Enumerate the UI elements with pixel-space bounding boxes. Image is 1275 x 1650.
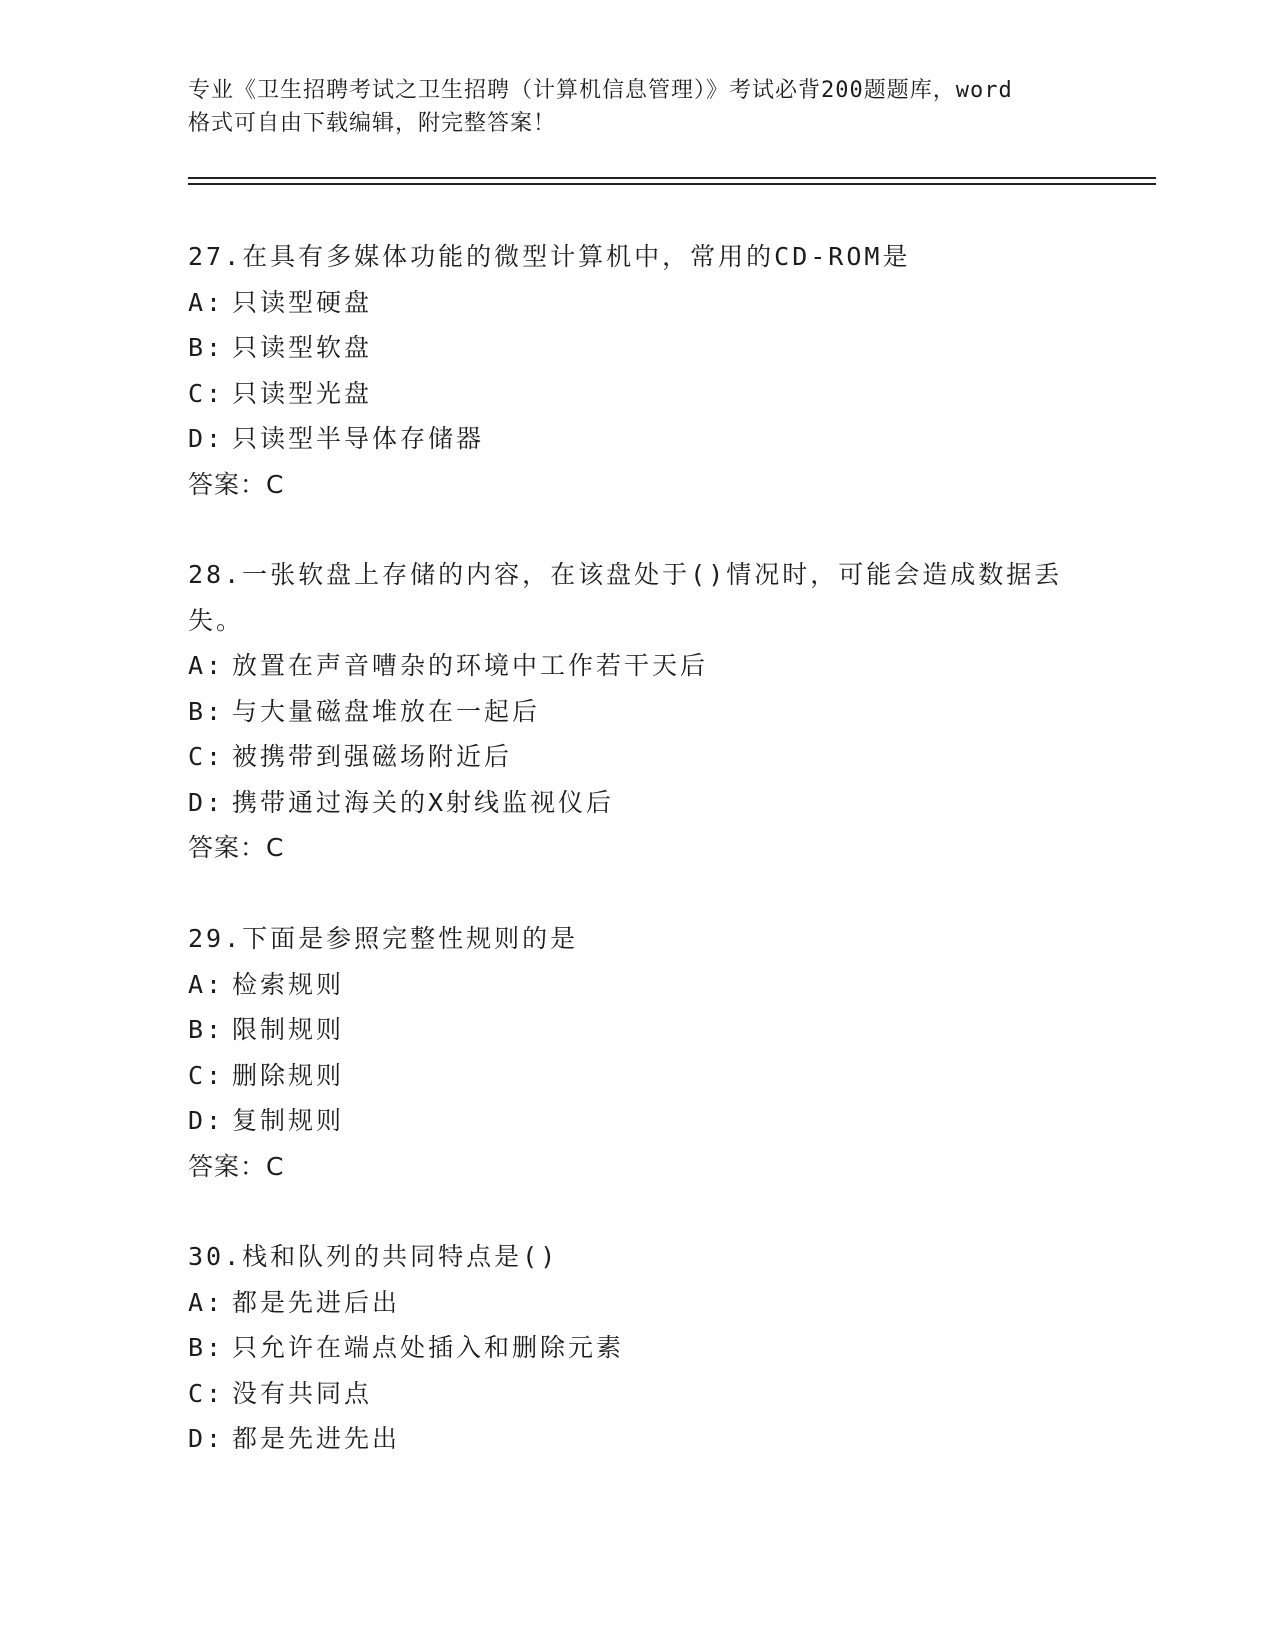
option-letter: D: <box>188 1106 225 1135</box>
question-stem: 27.在具有多媒体功能的微型计算机中，常用的CD-ROM是 <box>188 242 911 271</box>
option-letter: B: <box>188 696 225 726</box>
question-29 <box>188 916 1088 1189</box>
option-text: 删除规则 <box>232 1060 345 1090</box>
option-text: 没有共同点 <box>232 1378 373 1408</box>
option-d <box>188 780 1088 826</box>
question-stem: 30.栈和队列的共同特点是() <box>188 1242 559 1271</box>
option-a <box>188 1280 1088 1326</box>
option-text: 检索规则 <box>232 969 345 999</box>
option-text: 只读型硬盘 <box>232 287 373 317</box>
question-stem: 28.一张软盘上存储的内容，在该盘处于()情况时，可能会造成数据丢 <box>188 560 1063 589</box>
question-28 <box>188 552 1088 871</box>
option-letter: D: <box>188 424 225 453</box>
question-30 <box>188 1234 1088 1462</box>
question-stem: 29.下面是参照完整性规则的是 <box>188 924 579 953</box>
option-letter: D: <box>188 1424 225 1453</box>
answer-line: 答案：C <box>188 1151 285 1181</box>
header-line-2: 格式可自由下载编辑，附完整答案！ <box>188 111 557 136</box>
option-d <box>188 416 1088 462</box>
option-letter: A: <box>188 651 225 680</box>
option-text: 放置在声音嘈杂的环境中工作若干天后 <box>232 651 709 680</box>
option-c <box>188 371 1088 417</box>
option-letter: A: <box>188 969 225 999</box>
option-letter: C: <box>188 1378 225 1408</box>
option-letter: D: <box>188 787 225 817</box>
option-c <box>188 734 1088 780</box>
option-d <box>188 1416 1088 1462</box>
option-text: 携带通过海关的X射线监视仪后 <box>232 787 615 817</box>
option-text: 只允许在端点处插入和删除元素 <box>232 1333 625 1362</box>
header-line-1: 专业《卫生招聘考试之卫生招聘（计算机信息管理）》考试必背200题题库，word <box>188 78 1013 103</box>
option-letter: C: <box>188 742 225 771</box>
option-letter: A: <box>188 1287 225 1317</box>
option-d <box>188 1098 1088 1144</box>
header-divider-bottom <box>188 183 1156 185</box>
option-letter: B: <box>188 1015 225 1044</box>
option-text: 只读型半导体存储器 <box>232 424 485 453</box>
option-text: 被携带到强磁场附近后 <box>232 742 513 771</box>
question-stem-continued: 失。 <box>188 605 245 635</box>
option-c <box>188 1053 1088 1099</box>
option-a <box>188 962 1088 1008</box>
header-divider-top <box>188 177 1156 179</box>
answer-line: 答案：C <box>188 833 285 862</box>
option-c <box>188 1371 1088 1417</box>
option-b <box>188 1007 1088 1053</box>
option-b <box>188 1325 1088 1371</box>
option-a <box>188 280 1088 326</box>
option-text: 都是先进先出 <box>232 1424 401 1453</box>
option-a <box>188 643 1088 689</box>
option-letter: A: <box>188 287 225 317</box>
option-text: 限制规则 <box>232 1015 345 1044</box>
option-letter: C: <box>188 1060 225 1090</box>
document-header <box>188 74 1088 140</box>
option-text: 与大量磁盘堆放在一起后 <box>232 696 541 726</box>
answer-line: 答案：C <box>188 469 285 499</box>
option-text: 复制规则 <box>232 1106 345 1135</box>
option-text: 只读型光盘 <box>232 378 373 408</box>
option-text: 都是先进后出 <box>232 1287 401 1317</box>
option-b <box>188 325 1088 371</box>
option-letter: B: <box>188 1333 225 1362</box>
option-letter: C: <box>188 378 225 408</box>
option-b <box>188 689 1088 735</box>
question-27 <box>188 234 1088 507</box>
option-letter: B: <box>188 333 225 362</box>
option-text: 只读型软盘 <box>232 333 373 362</box>
